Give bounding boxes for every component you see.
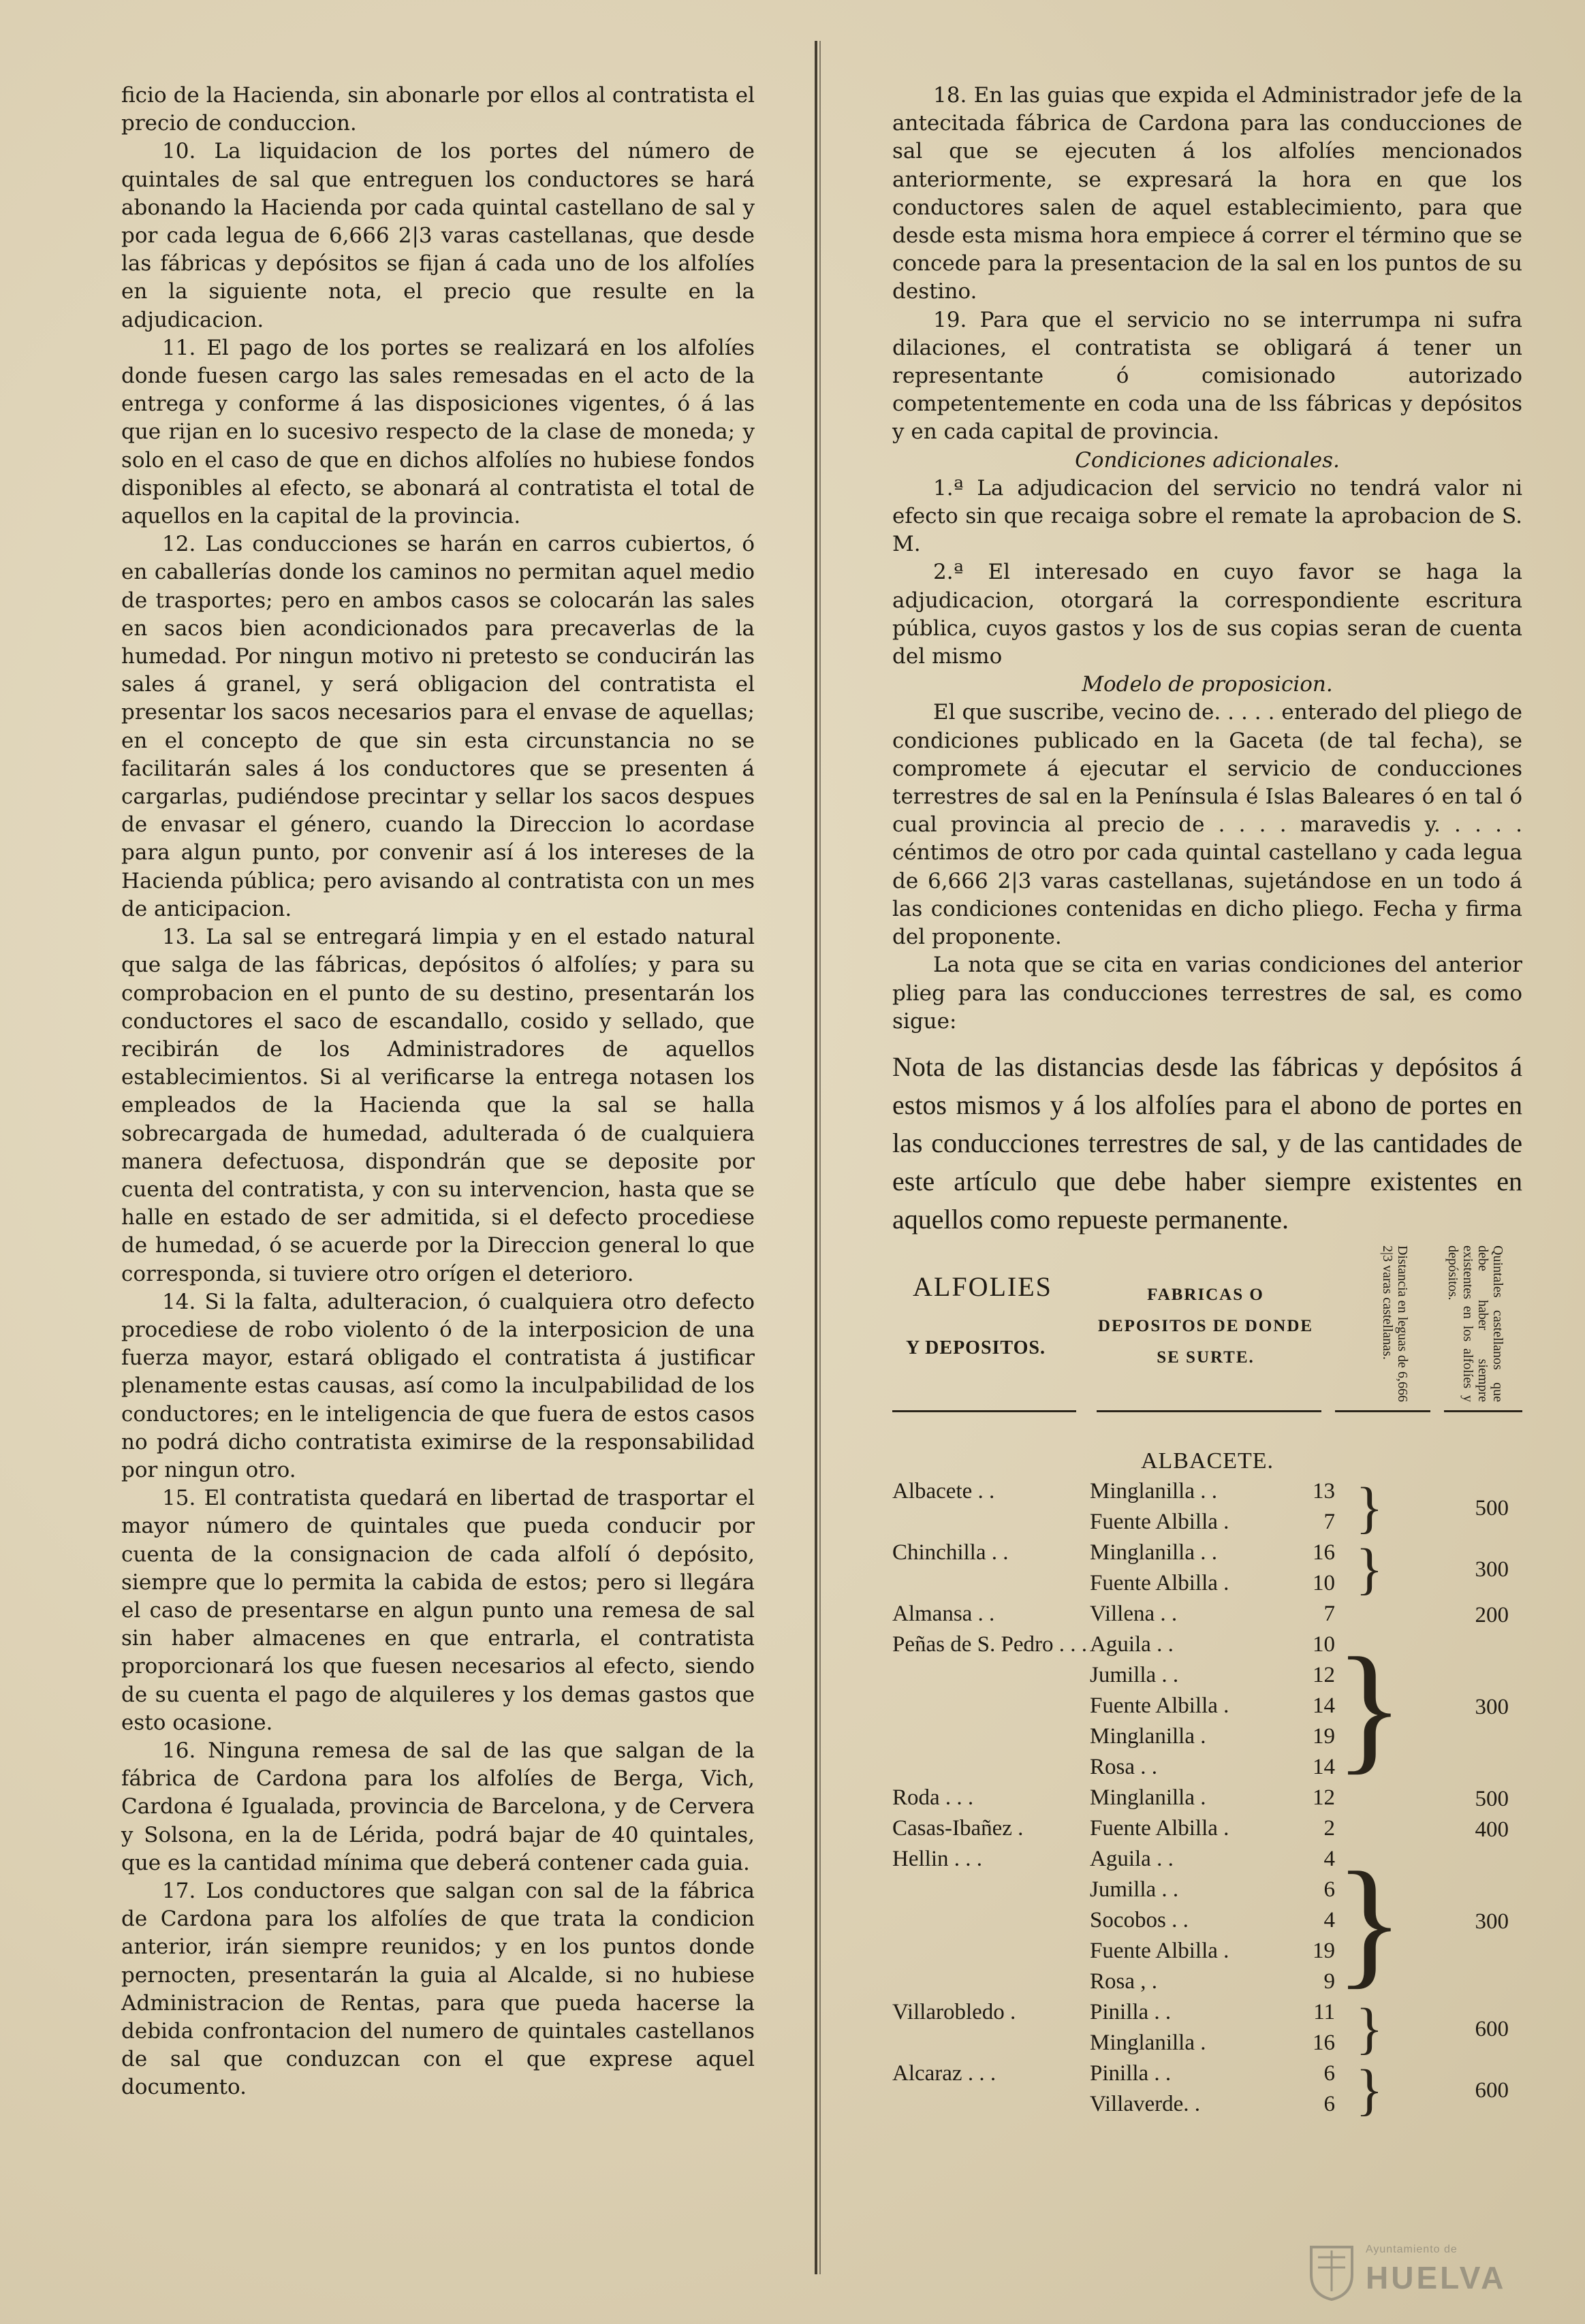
alfoli-name: Peñas de S. Pedro . . . <box>892 1632 1087 1657</box>
alfoli-name: Roda . . . <box>892 1785 974 1811</box>
fabrica-name: Fuente Albilla . <box>1090 1939 1229 1964</box>
quintales-value: 300 <box>1475 1695 1509 1719</box>
brace-mark: } <box>1355 1476 1383 1540</box>
condition-19: 19. Para que el servicio no se interrumpa ni sufra dilaciones, el contratista se obligará á tener un representante ó comisionado autorizado competentemente en coda una de lss fábricas y depósitos y en cada capital de provincia. <box>892 307 1522 445</box>
quintales-value: 600 <box>1475 2016 1509 2041</box>
fabrica-name: Fuente Albilla . <box>1090 1816 1229 1841</box>
stamp-big-text: HUELVA <box>1366 2260 1507 2295</box>
alfoli-name: Alcaraz . . . <box>892 2061 996 2086</box>
nota-intro: La nota que se cita en varias condiciones del anterior plieg para las conducciones terrestres de sal, es como sigue: <box>892 953 1522 1034</box>
fabrica-name: Villaverde. . <box>1090 2092 1201 2117</box>
leguas-value: 19 <box>1313 1939 1335 1964</box>
header-leguas: Distancia en leguas de 6,666 2|3 varas castellanas. <box>1380 1245 1410 1402</box>
header-rule <box>892 1410 1076 1412</box>
condition-14: 14. Si la falta, adulteracion, ó cualquiera otro defecto procediese de robo violento ó de la interposicion de una fuerza mayor, estará obligado el contratista á justificar plenamente estas causas, así como la inculpabilidad de los conductores; en le inteligencia de que fuera de estos casos no podrá dicho contratista eximirse de la responsabilidad por ningun otro. <box>121 1289 755 1482</box>
brace-mark <box>1335 1815 1404 1845</box>
fabrica-name: Villena . . <box>1090 1602 1178 1627</box>
fabrica-name: Socobos . . <box>1090 1908 1189 1933</box>
fabrica-name: Pinilla . . <box>1090 2000 1172 2025</box>
quintales-value: 300 <box>1475 1557 1509 1582</box>
leguas-value: 4 <box>1323 1908 1335 1933</box>
fabrica-name: Aguila . . <box>1090 1632 1174 1657</box>
leguas-value: 6 <box>1323 2061 1335 2086</box>
table-header <box>892 1245 1522 1429</box>
header-rule <box>1444 1410 1522 1412</box>
stamp-small-text: Ayuntamiento de <box>1366 2244 1458 2255</box>
table-row <box>892 1600 1522 1631</box>
table-row <box>892 2060 1522 2090</box>
leguas-value: 12 <box>1313 1663 1335 1688</box>
fabrica-name: Rosa . . <box>1090 1755 1157 1780</box>
column-divider <box>815 41 817 2274</box>
condition-16: 16. Ninguna remesa de sal de las que salgan de la fábrica de Cardona para los alfolíes de Berga, Vich, Cardona é Igualada, provincia de Barcelona, y de Cervera y Solsona, en la de Lérida, podrá bajar de 40 quintales, que es la cantidad mínima que deberá contener cada guia. <box>121 1738 755 1875</box>
header-fabricas: FABRICAS O DEPOSITOS DE DONDE SE SURTE. <box>1097 1285 1314 1367</box>
condition-10: 10. La liquidacion de los portes del número de quintales de sal que entreguen los conductores se hará abonando la Hacienda por cada quintal castellano de sal y por cada legua de 6,666 2|3 varas castellanas, que desde las fábricas y depósitos se fijan á cada uno de los alfolíes en la siguiente nota, el precio que resulte en la adjudicacion. <box>121 139 755 332</box>
quintales-value: 600 <box>1475 2078 1509 2103</box>
header-rule <box>1335 1410 1430 1412</box>
condition-13: 13. La sal se entregará limpia y en el estado natural que salga de las fábricas, depósitos ó alfolíes; y para su comprobacion en el punto de su destino, presentarán los conductores el saco de escandallo, cosido y sellado, que recibirán de los Administradores de aquellos establecimientos. Si al verificarse la entrega notasen los empleados de la Hacienda que la sal se halla sobrecargada de humedad, adulterada ó de cualquiera manera defectuosa, dispondrán que se deposite por cuenta del contratista, y con su intervencion, hasta que se halle en estado de ser admitida, si el defecto procediese de humedad, ó se acuerde por la Direccion general lo que corresponda, si tuviere otro orígen el deterioro. <box>121 925 755 1286</box>
fabrica-name: Jumilla . . <box>1090 1663 1179 1688</box>
brace-mark: } <box>1335 1628 1404 1787</box>
fabrica-name: Minglanilla . <box>1090 1785 1206 1811</box>
condicion-adicional-1: 1.ª La adjudicacion del servicio no tendrá valor ni efecto sin que recaiga sobre el remate la aprobacion de S. M. <box>892 475 1522 557</box>
leguas-value: 6 <box>1323 1877 1335 1903</box>
table-row <box>892 1815 1522 1845</box>
alfoli-name: Villarobledo . <box>892 2000 1016 2025</box>
left-column <box>121 82 755 2102</box>
leguas-value: 10 <box>1313 1571 1335 1596</box>
leguas-value: 16 <box>1313 1540 1335 1565</box>
table-row <box>892 1784 1522 1815</box>
brace-mark <box>1335 1600 1404 1631</box>
header-depositos: Y DEPOSITOS. <box>906 1337 1046 1358</box>
leguas-value: 13 <box>1313 1479 1335 1504</box>
header-quintales: Quintales castellanos que debe haber siempre existentes en los alfolíes y depósitos. <box>1445 1245 1505 1402</box>
fabrica-name: Minglanilla . <box>1090 1724 1206 1749</box>
table-row <box>892 1631 1522 1661</box>
alfoli-name: Casas-Ibañez . <box>892 1816 1024 1841</box>
modelo-text: El que suscribe, vecino de. . . . . enterado del pliego de condiciones publicado en la Gaceta (de tal fecha), se compromete á ejecutar el servicio de conducciones terrestres de sal en la Península é Islas Baleares ó en tal ó cual provincia al precio de . . . . maravedis y. . . . . céntimos de otro por cada quintal castellano y cada legua de 6,666 2|3 varas castellanas, sujetándose en un todo á las condiciones contenidas en dicho pliego. Fecha y firma del proponente. <box>892 700 1522 950</box>
header-rule <box>1097 1410 1321 1412</box>
leguas-value: 16 <box>1313 2031 1335 2056</box>
condition-11: 11. El pago de los portes se realizará en los alfolíes donde fuesen cargo las sales remesadas en el acto de la entrega y conforme á las disposiciones vigentes, ó á las que rijan en lo sucesivo respecto de la clase de moneda; y solo en el caso de que en dichos alfolíes no hubiese fondos disponibles al efecto, se abonará al contratista el total de aquellos en la capital de la provincia. <box>121 335 755 529</box>
condicion-adicional-2: 2.ª El interesado en cuyo favor se haga la adjudicacion, otorgará la correspondiente escritura pública, cuyos gastos y los de sus copias seran de cuenta del mismo <box>892 560 1522 669</box>
region-heading: ALBACETE. <box>1140 1448 1274 1474</box>
leguas-value: 7 <box>1323 1602 1335 1627</box>
header-alfolies: ALFOLIES <box>913 1271 1052 1302</box>
quintales-value: 500 <box>1475 1495 1509 1521</box>
distances-table <box>892 1478 1522 2121</box>
condition-12: 12. Las conducciones se harán en carros cubiertos, ó en caballerías donde los caminos no permitan aquel medio de trasportes; pero en ambos casos se colocarán las sales en sacos bien acondicionados para precaverlas de la humedad. Por ningun motivo ni pretesto se conducirán las sales á granel, y será obligacion del contratista el presentar los sacos necesarios para el envase de aquellas; en el concepto de que sin esta circunstancia no se facilitarán sales á los conductores que se presenten á cargarlas, pudiéndose precintar y sellar los sacos despues de envasar el género, cuando la Direccion lo acordase para algun punto, por convenir así á los intereses de la Hacienda pública; pero avisando al contratista con un mes de anticipacion. <box>121 532 755 921</box>
shield-icon <box>1308 2244 1355 2302</box>
leguas-value: 11 <box>1313 2000 1335 2025</box>
fabrica-name: Fuente Albilla . <box>1090 1510 1229 1535</box>
leguas-value: 19 <box>1313 1724 1335 1749</box>
quintales-value: 500 <box>1475 1787 1509 1811</box>
brace-mark: } <box>1355 1538 1383 1602</box>
right-column <box>892 82 1522 2121</box>
alfoli-name: Almansa . . <box>892 1602 995 1627</box>
fabrica-name: Aguila . . <box>1090 1847 1174 1872</box>
fabrica-name: Jumilla . . <box>1090 1877 1179 1903</box>
library-stamp <box>1308 2240 1533 2308</box>
condiciones-heading: Condiciones adicionales. <box>1075 447 1340 473</box>
condition-15: 15. El contratista quedará en libertad de trasportar el mayor número de quintales que pueda conducir por cuenta de la consignacion de cada alfolí ó depósito, siempre que lo permita la cabida de estos; pero si llegára el caso de presentarse en algun punto una remesa de sal sin haber almacenes en que entrarla, el contratista proporcionará los que fuesen necesarios al efecto, siendo de su cuenta el pago de alquileres y los demas gastos que esto ocasione. <box>121 1486 755 1735</box>
paragraph-0: ficio de la Hacienda, sin abonarle por ellos al contratista el precio de conduccion. <box>121 83 755 136</box>
brace-mark <box>1335 1784 1404 1815</box>
leguas-value: 14 <box>1313 1755 1335 1780</box>
quintales-value: 400 <box>1475 1817 1509 1842</box>
brace-mark: } <box>1355 2058 1383 2122</box>
quintales-value: 200 <box>1475 1603 1509 1627</box>
leguas-value: 6 <box>1323 2092 1335 2117</box>
fabrica-name: Rosa , . <box>1090 1969 1157 1994</box>
table-row <box>892 1478 1522 1508</box>
fabrica-name: Fuente Albilla . <box>1090 1693 1229 1719</box>
modelo-heading: Modelo de proposicion. <box>1082 672 1333 697</box>
leguas-value: 10 <box>1313 1632 1335 1657</box>
nota-title: Nota de las distancias desde las fábricas y depósitos á estos mismos y á los alfolíes para el abono de portes en las conducciones terrestres de sal, y de las cantidades de este artículo que debe haber siempre existentes en aquellos como repueste permanente. <box>892 1051 1522 1235</box>
table-row <box>892 1999 1522 2029</box>
condition-18: 18. En las guias que expida el Administrador jefe de la antecitada fábrica de Cardona para las conducciones de sal que se ejecuten á los alfolíes mencionados anteriormente, se expresará la hora en que los conductores salen de aquel establecimiento, para que desde esta misma hora empiece á correr el término que se concede para la presentacion de la sal en los puntos de su destino. <box>892 83 1522 304</box>
leguas-value: 9 <box>1323 1969 1335 1994</box>
leguas-value: 14 <box>1313 1693 1335 1719</box>
table-row <box>892 1539 1522 1570</box>
brace-mark: } <box>1355 1997 1383 2061</box>
alfoli-name: Hellin . . . <box>892 1847 982 1872</box>
fabrica-name: Minglanilla . . <box>1090 1479 1217 1504</box>
brace-mark: } <box>1335 1843 1404 2001</box>
fabrica-name: Pinilla . . <box>1090 2061 1172 2086</box>
fabrica-name: Minglanilla . <box>1090 2031 1206 2056</box>
leguas-value: 7 <box>1323 1510 1335 1535</box>
table-row <box>892 1845 1522 1876</box>
leguas-value: 12 <box>1313 1785 1335 1811</box>
fabrica-name: Minglanilla . . <box>1090 1540 1217 1565</box>
quintales-value: 300 <box>1475 1909 1509 1934</box>
leguas-value: 4 <box>1323 1847 1335 1872</box>
leguas-value: 2 <box>1323 1816 1335 1841</box>
alfoli-name: Albacete . . <box>892 1479 995 1504</box>
alfoli-name: Chinchilla . . <box>892 1540 1009 1565</box>
fabrica-name: Fuente Albilla . <box>1090 1571 1229 1596</box>
condition-17: 17. Los conductores que salgan con sal de la fábrica de Cardona para los alfolíes de que trata la condicion anterior, irán siempre reunidos; y en los puntos donde pernocten, presentarán la guia al Alcalde, si no hubiese Administracion de Rentas, para que pueda hacerse la debida confrontacion del numero de quintales castellanos de sal que conduzcan con el que exprese aquel documento. <box>121 1879 755 2100</box>
column-divider-inner <box>819 41 821 2274</box>
